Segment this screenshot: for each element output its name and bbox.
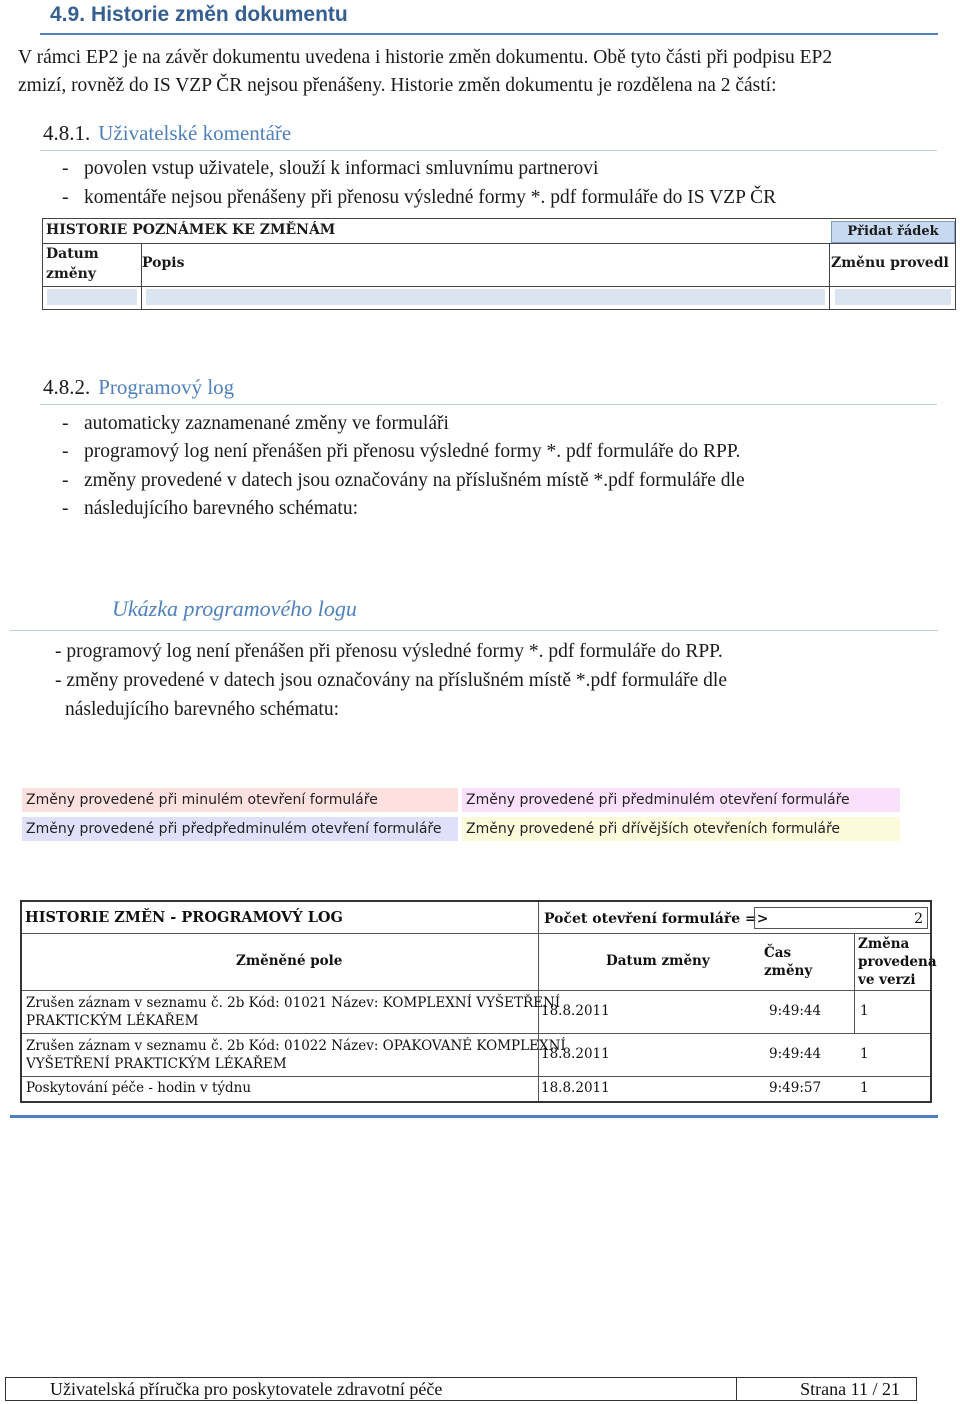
- subsection-2-bullet-3: - změny provedené v datech jsou označovány na příslušném místě *.pdf formuláře dle: [62, 470, 745, 491]
- legend-third-last-open: Změny provedené při předpředminulém otevření formuláře: [22, 817, 458, 841]
- log-row-1-field: Zrušen záznam v seznamu č. 2b Kód: 01021 Název: KOMPLEXNÍ VYŠETŘENÍ PRAKTICKÝM LÉKAŘEM: [26, 995, 561, 1029]
- page-footer: [5, 1377, 917, 1401]
- footer-page-number: Strana 11 / 21: [800, 1379, 900, 1399]
- subsection-2-bullet-4: - následujícího barevného schématu:: [62, 498, 358, 519]
- legend-earlier-opens: Změny provedené při dřívějších otevřeních formuláře: [462, 817, 900, 841]
- example-rule: [10, 630, 938, 631]
- notes-changed-by-input[interactable]: [835, 289, 951, 305]
- notes-col-date: Datum změny: [46, 246, 99, 282]
- notes-col-description: Popis: [142, 255, 185, 271]
- notes-description-input[interactable]: [146, 289, 825, 305]
- log-col-version: Změna provedena ve verzi: [858, 936, 937, 988]
- subsection-1-number: 4.8.1.: [43, 121, 91, 145]
- section-end-rule: [10, 1115, 938, 1118]
- subsection-2-bullet-1: - automaticky zaznamenané změny ve formuláři: [62, 413, 449, 434]
- subsection-1-bullet-2: - komentáře nejsou přenášeny při přenosu výsledné formy *. pdf formuláře do IS VZP ČR: [62, 187, 777, 208]
- log-row-2-field: Zrušen záznam v seznamu č. 2b Kód: 01022 Název: OPAKOVANÉ KOMPLEXNÍ VYŠETŘENÍ PRAKTICKÝM LÉKAŘEM: [26, 1038, 566, 1072]
- log-row-1-time: 9:49:44: [769, 1003, 822, 1019]
- log-row-2-time: 9:49:44: [769, 1046, 822, 1062]
- subsection-1-title: Uživatelské komentáře: [98, 121, 292, 145]
- program-log-table: [20, 900, 937, 1103]
- log-row-3-date: 18.8.2011: [541, 1080, 610, 1096]
- notes-date-input[interactable]: [47, 289, 137, 305]
- log-col-field: Změněné pole: [236, 953, 343, 969]
- subsection-2-heading: [43, 375, 234, 400]
- example-line-2: - změny provedené v datech jsou označovány na příslušném místě *.pdf formuláře dle: [55, 670, 727, 691]
- section-number: 4.9.: [50, 3, 86, 26]
- log-row-3-version: 1: [860, 1080, 869, 1096]
- subsection-2-title: Programový log: [98, 375, 235, 399]
- intro-line-2: zmizí, rovněž do IS VZP ČR nejsou přenášeny. Historie změn dokumentu je rozdělena na 2 částí:: [18, 75, 777, 96]
- notes-col-changed-by: Změnu provedl: [831, 255, 949, 271]
- subsection-1-rule: [40, 150, 937, 151]
- section-title: Historie změn dokumentu: [91, 3, 348, 26]
- log-row-1-version: 1: [860, 1003, 869, 1019]
- footer-title: Uživatelská příručka pro poskytovatele zdravotní péče: [50, 1379, 443, 1399]
- subsection-2-rule: [40, 404, 937, 405]
- notes-table-title: HISTORIE POZNÁMEK KE ZMĚNÁM: [46, 222, 336, 238]
- section-rule: [40, 33, 938, 35]
- log-row-2-version: 1: [860, 1046, 869, 1062]
- subsection-2-bullet-2: - programový log není přenášen při přenosu výsledné formy *. pdf formuláře do RPP.: [62, 441, 741, 462]
- log-col-time: Čas změny: [764, 945, 813, 979]
- subsection-1-heading: [43, 121, 291, 146]
- log-row-3-time: 9:49:57: [769, 1080, 822, 1096]
- intro-line-1: V rámci EP2 je na závěr dokumentu uvedena i historie změn dokumentu. Obě tyto části při podpisu EP2: [18, 47, 833, 68]
- add-row-button[interactable]: Přidat řádek: [831, 221, 955, 243]
- log-col-date: Datum změny: [606, 953, 710, 969]
- subsection-2-number: 4.8.2.: [43, 375, 91, 399]
- log-row-1-date: 18.8.2011: [541, 1003, 610, 1019]
- legend-second-last-open: Změny provedené při předminulém otevření formuláře: [462, 788, 900, 812]
- log-row-2-date: 18.8.2011: [541, 1046, 610, 1062]
- legend-last-open: Změny provedené při minulém otevření formuláře: [22, 788, 458, 812]
- example-line-1: - programový log není přenášen při přenosu výsledné formy *. pdf formuláře do RPP.: [55, 641, 723, 662]
- open-count-value: 2: [754, 907, 928, 929]
- log-row-3-field: Poskytování péče - hodin v týdnu: [26, 1080, 252, 1096]
- subsection-1-bullet-1: - povolen vstup uživatele, slouží k informaci smluvnímu partnerovi: [62, 158, 599, 179]
- open-count-label: Počet otevření formuláře =>: [544, 911, 769, 927]
- intro-paragraph: [18, 44, 938, 100]
- example-line-3: následujícího barevného schématu:: [65, 699, 339, 720]
- section-heading: [50, 3, 348, 27]
- notes-history-table: [42, 218, 956, 310]
- log-table-title: HISTORIE ZMĚN - PROGRAMOVÝ LOG: [25, 909, 343, 926]
- example-heading: Ukázka programového logu: [112, 596, 357, 621]
